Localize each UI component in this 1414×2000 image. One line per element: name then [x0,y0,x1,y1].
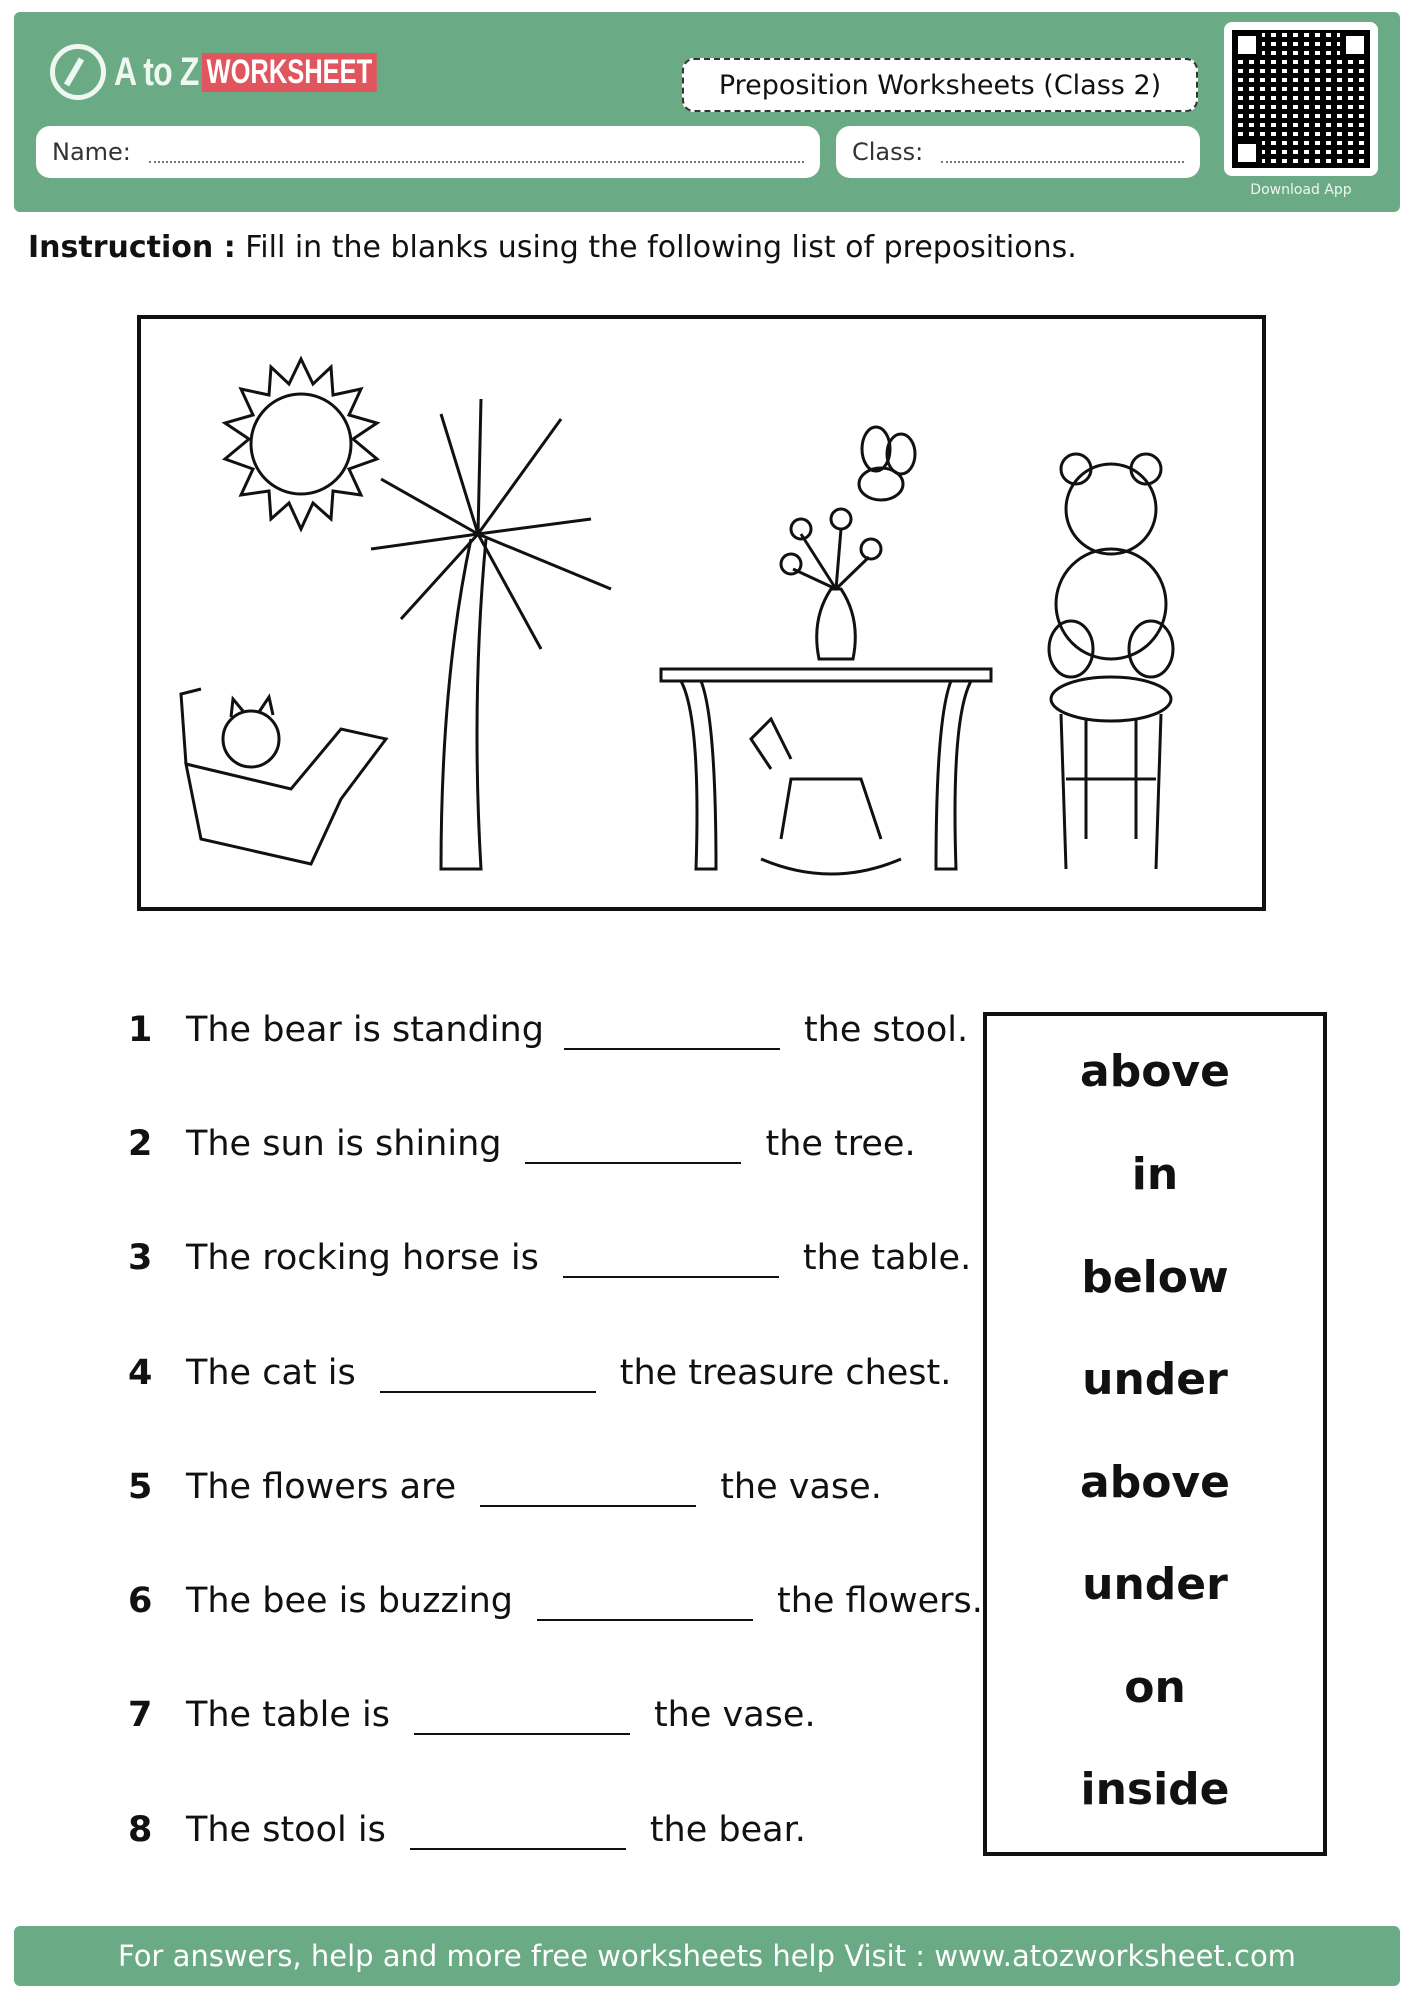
class-field[interactable] [836,126,1200,178]
question-row [128,1810,806,1850]
answer-blank[interactable] [564,1020,780,1050]
stool-icon [1051,677,1171,869]
question-text-end: the bear. [649,1810,806,1850]
answer-blank[interactable] [414,1705,630,1735]
question-number: 3 [128,1238,153,1278]
question-number: 7 [128,1695,153,1735]
question-text-end: the stool. [803,1010,969,1050]
question-text: The cat is [186,1353,356,1393]
question-text: The bear is standing [186,1010,544,1050]
instruction-label: Instruction : [28,230,236,265]
answer-blank[interactable] [537,1591,753,1621]
question-number: 4 [128,1353,153,1393]
name-label: Name: [52,138,131,166]
answer-blank[interactable] [480,1477,696,1507]
qr-code[interactable] [1224,22,1378,176]
answer-blank[interactable] [380,1363,596,1393]
word-bank [983,1012,1327,1856]
question-text-end: the treasure chest. [619,1353,952,1393]
question-text-end: the tree. [765,1124,916,1164]
question-text: The table is [186,1695,390,1735]
word-bank-item: above [1080,1046,1230,1097]
question-text: The sun is shining [186,1124,502,1164]
flowers-in-vase-icon [781,509,881,659]
question-row [128,1581,983,1621]
question-text-end: the vase. [653,1695,816,1735]
palm-tree-icon [371,399,611,869]
question-row [128,1238,971,1278]
answer-blank[interactable] [410,1820,626,1850]
word-bank-item: under [1082,1559,1228,1610]
word-bank-item: above [1080,1457,1230,1508]
download-app-caption[interactable]: Download App [1250,182,1352,198]
worksheet-title: Preposition Worksheets (Class 2) [682,58,1198,112]
logo-highlight: WORKSHEET [202,53,377,92]
word-bank-item: inside [1080,1764,1230,1815]
question-row [128,1695,816,1735]
question-row [128,1467,882,1507]
name-field[interactable] [36,126,820,178]
logo-text: A to Z [114,49,199,94]
class-label: Class: [852,138,924,166]
question-row [128,1010,968,1050]
cat-in-treasure-chest-icon [181,689,386,864]
logo [50,44,435,100]
instruction [28,230,1077,265]
question-number: 5 [128,1467,153,1507]
scene-illustration [137,315,1266,911]
question-text-end: the vase. [720,1467,882,1507]
answer-blank[interactable] [525,1134,741,1164]
bee-icon [859,427,915,500]
word-bank-item: in [1131,1149,1179,1200]
question-number: 2 [128,1124,153,1164]
logo-icon [50,44,106,100]
question-text: The stool is [186,1810,386,1850]
name-blank[interactable] [149,141,804,163]
question-row [128,1124,916,1164]
word-bank-item: under [1082,1354,1228,1405]
question-text-end: the flowers. [776,1581,983,1621]
question-text: The flowers are [186,1467,457,1507]
instruction-text: Fill in the blanks using the following list of prepositions. [235,230,1077,265]
class-blank[interactable] [941,141,1184,163]
teddy-bear-icon [1049,454,1173,677]
question-number: 8 [128,1810,153,1850]
word-bank-item: below [1081,1252,1229,1303]
question-text-end: the table. [802,1238,972,1278]
question-number: 6 [128,1581,153,1621]
question-text: The rocking horse is [186,1238,539,1278]
question-number: 1 [128,1010,153,1050]
word-bank-item: on [1124,1662,1186,1713]
question-text: The bee is buzzing [186,1581,513,1621]
header-banner [14,12,1400,212]
rocking-horse-icon [751,719,901,874]
table-icon [661,669,991,869]
sun-icon [225,359,377,529]
footer-banner[interactable]: For answers, help and more free worksheets help Visit : www.atozworksheet.com [14,1926,1400,1986]
answer-blank[interactable] [563,1248,779,1278]
question-row [128,1353,951,1393]
